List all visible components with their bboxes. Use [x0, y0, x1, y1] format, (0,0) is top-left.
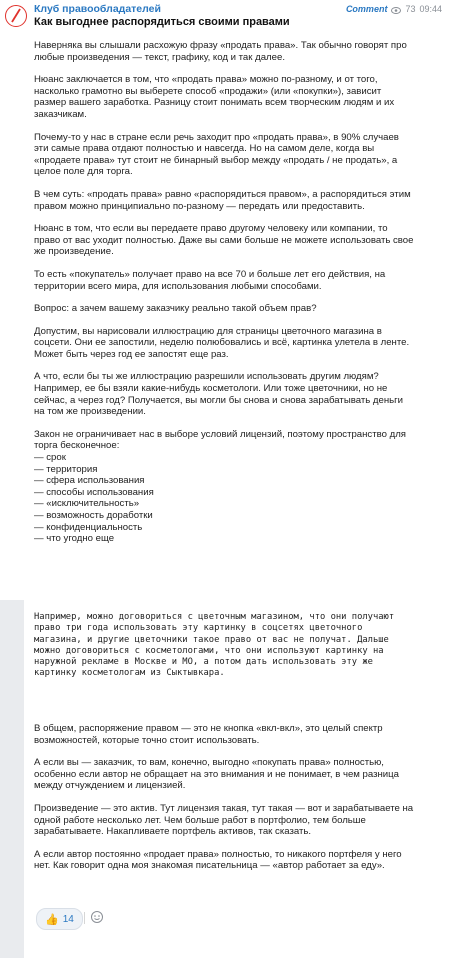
list-item: — «исключительность» — [34, 498, 140, 510]
add-reaction-icon[interactable] — [90, 910, 104, 924]
reaction-count: 14 — [62, 913, 74, 925]
comment-link[interactable]: Comment — [345, 4, 388, 14]
paragraph: А если автор постоянно «продает права» полностью, то никакого портфеля у него нет. Как говорит одна моя знакомая писательница — «автор работает за еду». — [34, 848, 402, 872]
post-body-part-1 — [34, 40, 414, 545]
views-count: 73 — [405, 4, 416, 14]
list-item: — возможность доработки — [34, 510, 153, 521]
paragraph: Вопрос: а зачем вашему заказчику реально такой объем прав? — [34, 303, 317, 315]
paragraph: Произведение — это актив. Тут лицензия такая, тут такая — вот и зарабатываете на одной работе несколько лет. Чем больше работ в портфолио, тем больше зарабатываете. Накапливаете портфель активов, так сказать. — [34, 802, 414, 838]
eye-icon — [391, 6, 401, 13]
paragraph: А если вы — заказчик, то вам, конечно, выгодно «покупать права» полностью, особенно если автор не обращает на это внимания и не понимает, в чем разница между отчуждением и лицензией. — [34, 757, 400, 792]
paragraph: В чем суть: «продать права» равно «распорядиться правом», а распорядиться этим правом можно принципиально по-разному — передать или предоставить. — [34, 188, 411, 212]
left-margin-shade — [0, 600, 24, 958]
paragraph: Допустим, вы нарисовали иллюстрацию для страницы цветочного магазина в соцсети. Они ее запостили, неделю полюбовались и всё, картинка улетела в ленте. Может быть через год ее запостят еще раз. — [34, 325, 410, 360]
post-body-part-3 — [34, 723, 414, 883]
thumbs-up-icon: 👍 — [45, 913, 59, 926]
channel-logo-icon[interactable] — [5, 5, 27, 27]
list-item: — что угодно еще — [34, 533, 115, 545]
list-item: — способы использования — [34, 486, 154, 498]
channel-name[interactable]: Клуб правообладателей — [34, 3, 161, 15]
thumbs-up-reaction-button[interactable] — [36, 908, 83, 930]
list-item: — конфиденциальность — [34, 521, 143, 533]
reaction-divider — [84, 912, 85, 924]
license-terms-list — [34, 452, 414, 545]
paragraph: Наверняка вы слышали расхожую фразу «продать права». Так обычно говорят про любые произведения — текст, графику, код и так далее. — [34, 40, 407, 63]
paragraph: В общем, распоряжение правом — это не кнопка «вкл-вкл», это целый спектр возможностей, которые точно стоит использовать. — [34, 723, 383, 746]
post-header — [0, 0, 450, 34]
paragraph: Закон не ограничивает нас в выборе условий лицензий, поэтому пространство для торга бесконечное: — [34, 428, 407, 452]
paragraph: То есть «покупатель» получает право на все 70 и больше лет его действия, на территории всего мира, для использования любыми способами. — [34, 268, 386, 292]
list-item: — срок — [34, 452, 66, 464]
paragraph: А что, если бы ты же иллюстрацию разрешили использовать другим людям? Например, ее бы взяли какие-нибудь косметологи. Или тоже цветочники, но не сейчас, а через год? Получается, вы могли бы снова и снова зарабатывать деньги на том же произведении. — [34, 371, 403, 418]
post-title: Как выгоднее распорядиться своими правами — [34, 16, 290, 28]
post-time: 09:44 — [419, 4, 442, 14]
list-item: — сфера использования — [34, 475, 145, 487]
post-meta — [346, 4, 442, 14]
paragraph: Нюанс заключается в том, что «продать права» можно по-разному, и от того, насколько грамотно вы выберете способ «продажи» (или «покупки»), зависит размер вашего заработка. Разницу стоит понимать всем творческим людям и их заказчикам. — [34, 74, 395, 120]
list-item: — территория — [34, 463, 98, 475]
post-body-monospace-block — [34, 612, 414, 690]
paragraph: Например, можно договориться с цветочным магазином, что они получают право три года использовать эту картинку в соцсетях цветочного магазина, и другие цветочники такое право от вас не получат. Дальше можно договориться с косметологами, что они используют картинку на наружной рекламе в Москве и МО, а потом дать использовать эту же картинку косметологам из Сыктывкара. — [34, 612, 395, 679]
paragraph: Почему-то у нас в стране если речь заходит про «продать права», в 90% случаев эти самые права отдают полностью и навсегда. Но на самом деле, когда вы «продаете права» тут стоит не бинарный выбор между «продать / не продать», а целое поле для торга. — [34, 131, 399, 178]
paragraph: Нюанс в том, что если вы передаете право другому человеку или компании, то право от вас уходит полностью. Даже вы сами больше не можете использовать свое же произведение. — [34, 223, 414, 258]
